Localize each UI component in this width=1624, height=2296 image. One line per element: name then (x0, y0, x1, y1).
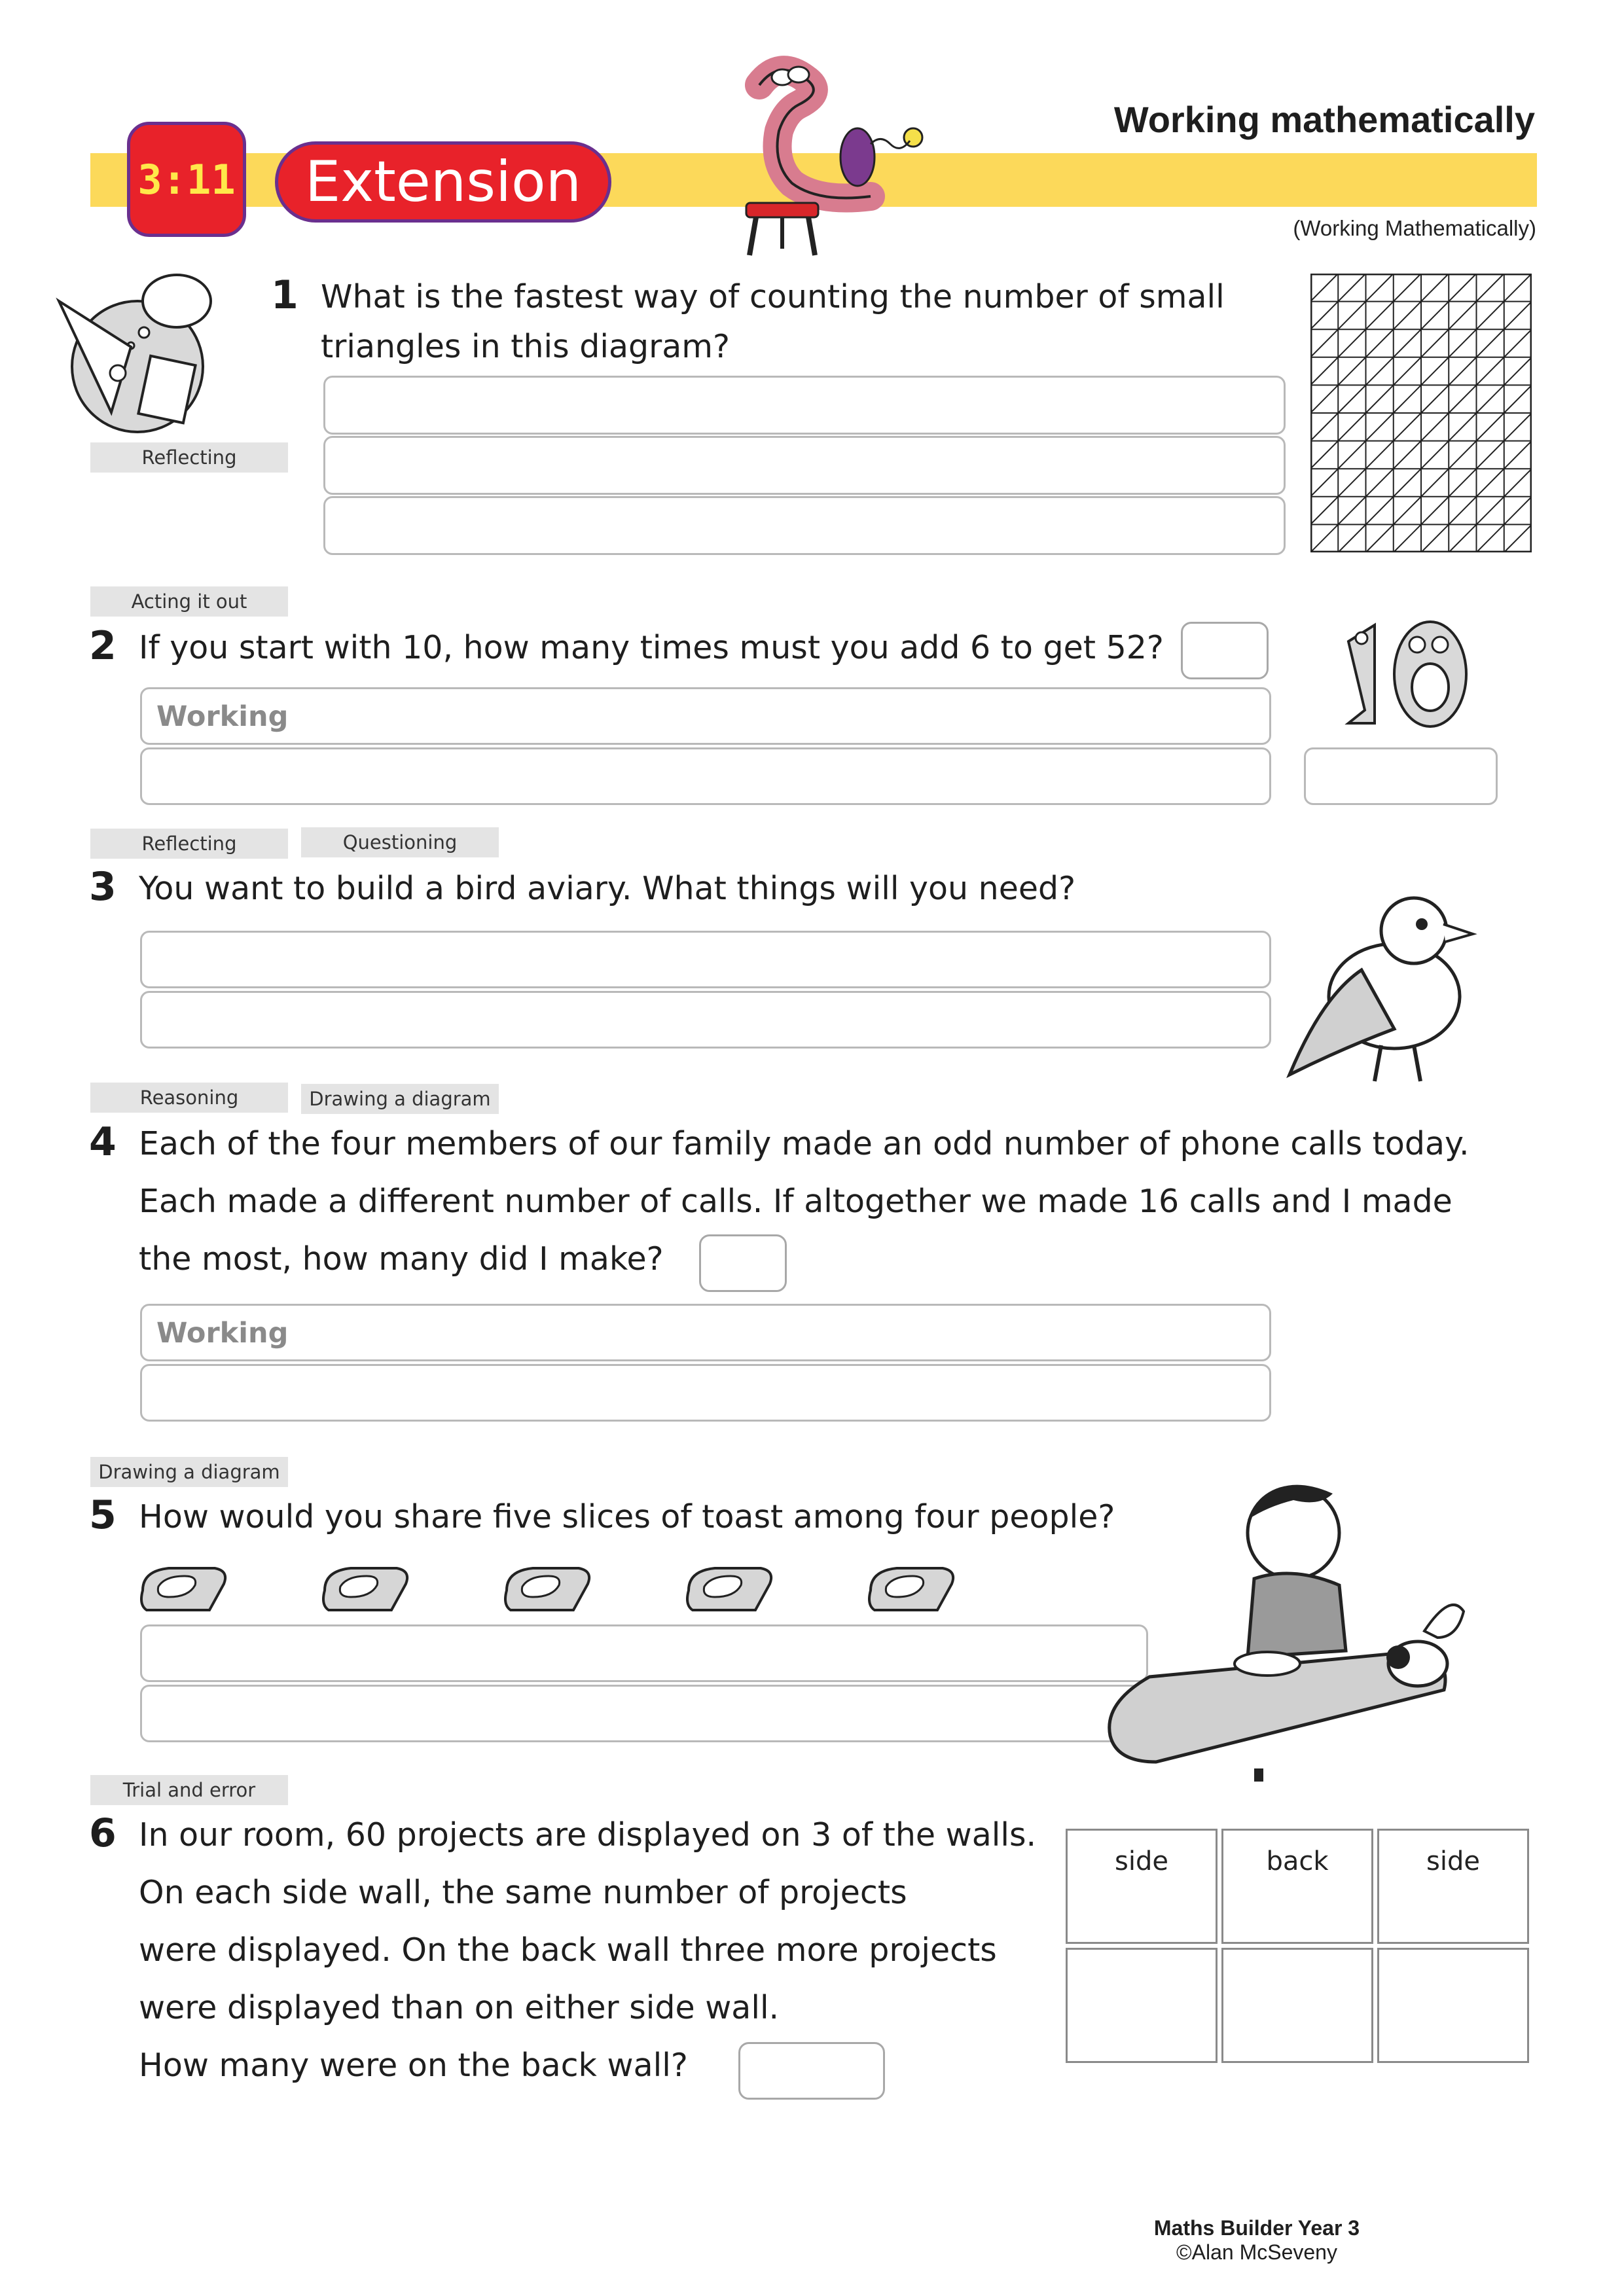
question-text: were displayed than on either side wall. (139, 1989, 780, 2026)
question-text: Each made a different number of calls. If altogether we made 16 calls and I made (139, 1183, 1453, 1220)
question-text: You want to build a bird aviary. What things will you need? (139, 870, 1076, 907)
question-number: 1 (271, 272, 298, 318)
strategy-tag: Reflecting (90, 442, 288, 473)
question-text: Each of the four members of our family made an odd number of phone calls today. (139, 1125, 1470, 1162)
toast-slice-icon (687, 1568, 771, 1610)
thinking-pencil-illustration (46, 262, 216, 439)
answer-line[interactable] (1304, 747, 1498, 805)
toast-slice-icon (869, 1568, 953, 1610)
triangle-grid-diagram (1310, 274, 1532, 552)
strategy-tag: Acting it out (90, 586, 288, 617)
answer-line[interactable] (140, 747, 1271, 805)
strategy-tag: Drawing a diagram (301, 1084, 499, 1114)
toast-slice-icon (505, 1568, 589, 1610)
question-text: On each side wall, the same number of projects (139, 1874, 907, 1911)
page-title: Working mathematically (1113, 99, 1535, 140)
answer-line[interactable] (140, 991, 1271, 1049)
answer-box[interactable] (1181, 622, 1269, 679)
footer-copyright: ©Alan McSeveny (1176, 2240, 1337, 2264)
question-text: How many were on the back wall? (139, 2047, 688, 2084)
answer-line[interactable] (323, 376, 1286, 435)
working-line[interactable]: Working (140, 1304, 1271, 1361)
strategy-tag: Drawing a diagram (90, 1457, 288, 1487)
answer-line[interactable] (140, 931, 1271, 988)
answer-line[interactable] (140, 1685, 1148, 1742)
bird-illustration (1283, 885, 1479, 1094)
wall-cell-side[interactable]: side (1377, 1829, 1529, 1944)
question-number: 3 (89, 864, 117, 910)
wall-cell-empty[interactable] (1066, 1948, 1218, 2063)
question-text: How would you share five slices of toast among four people? (139, 1498, 1115, 1535)
question-number: 5 (89, 1492, 117, 1538)
question-text: were displayed. On the back wall three more projects (139, 1931, 997, 1969)
question-text: In our room, 60 projects are displayed on 3 of the walls. (139, 1816, 1037, 1854)
question-number: 4 (89, 1119, 117, 1165)
question-text: What is the fastest way of counting the number of small (321, 278, 1225, 315)
question-text: If you start with 10, how many times must you add 6 to get 52? (139, 629, 1164, 666)
answer-line[interactable] (323, 436, 1286, 495)
strategy-tag: Questioning (301, 827, 499, 857)
boy-eating-toast-illustration (1097, 1461, 1503, 1782)
working-line[interactable]: Working (140, 687, 1271, 745)
strategy-tag: Reflecting (90, 829, 288, 859)
footer-book-title: Maths Builder Year 3 (1153, 2216, 1360, 2240)
toast-slice-icon (323, 1568, 407, 1610)
section-code-badge: 3:11 (127, 122, 246, 237)
wall-cell-side[interactable]: side (1066, 1829, 1218, 1944)
toast-slice-icon (141, 1568, 225, 1610)
answer-line[interactable] (140, 1624, 1148, 1682)
toast-slices-row (136, 1560, 974, 1613)
question-number: 2 (89, 623, 117, 669)
answer-box[interactable] (738, 2042, 885, 2100)
question-text: the most, how many did I make? (139, 1240, 664, 1278)
answer-line[interactable] (140, 1364, 1271, 1422)
worm-mascot-illustration (720, 46, 956, 262)
question-text: triangles in this diagram? (321, 328, 731, 365)
page-subtitle: (Working Mathematically) (1293, 216, 1536, 240)
strategy-tag: Trial and error (90, 1775, 288, 1805)
answer-box[interactable] (699, 1234, 787, 1292)
question-number: 6 (89, 1810, 117, 1856)
wall-cell-empty[interactable] (1221, 1948, 1373, 2063)
number-ten-characters-illustration (1335, 615, 1473, 733)
answer-line[interactable] (323, 496, 1286, 555)
strategy-tag: Reasoning (90, 1083, 288, 1113)
wall-cell-empty[interactable] (1377, 1948, 1529, 2063)
wall-cell-back[interactable]: back (1221, 1829, 1373, 1944)
extension-badge: Extension (275, 141, 611, 223)
